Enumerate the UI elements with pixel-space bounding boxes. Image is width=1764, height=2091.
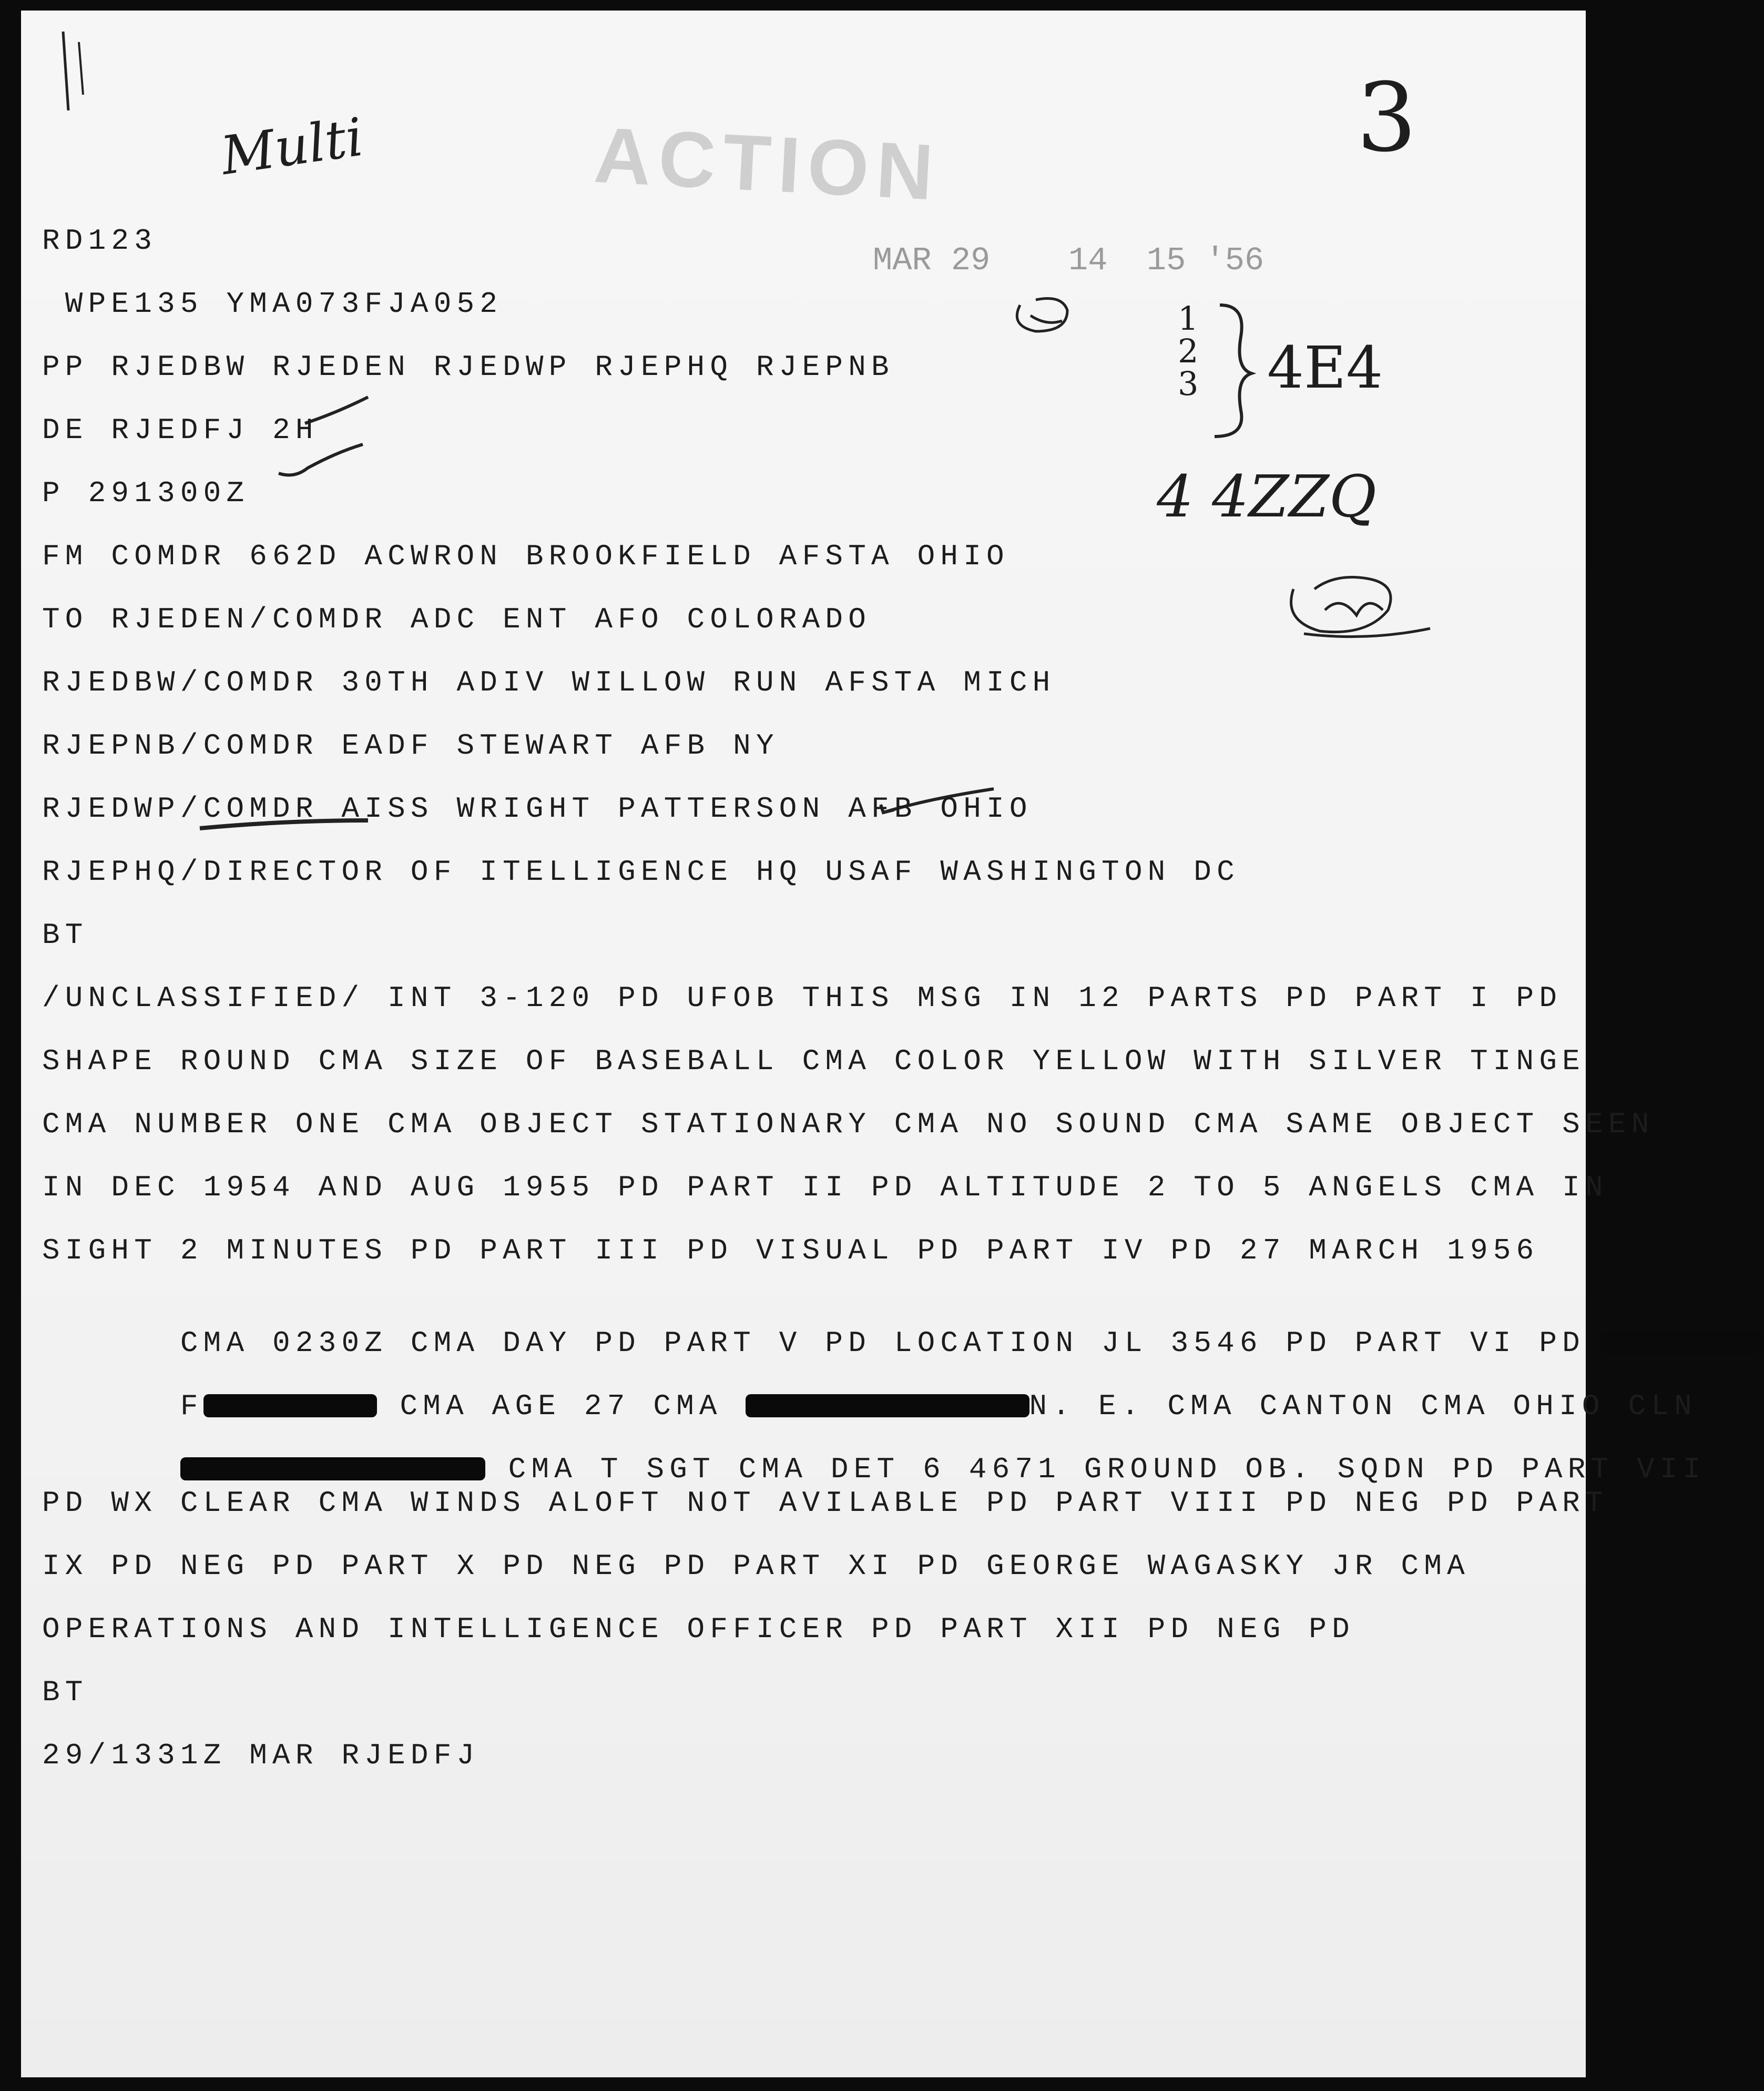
left-edge-mark (63, 32, 68, 110)
msg-line-10: RJEDWP/COMDR AISS WRIGHT PATTERSON AFB OHIO (42, 792, 1033, 826)
msg-line-11: RJEPHQ/DIRECTOR OF ITELLIGENCE HQ USAF WASHINGTON DC (42, 855, 1240, 889)
redaction-bar (203, 1394, 377, 1417)
msg-line-12: BT (42, 918, 88, 952)
bracket-mark (1215, 305, 1251, 437)
msg-line-13: /UNCLASSIFIED/ INT 3-120 PD UFOB THIS MSG IN 12 PARTS PD PART I PD (42, 981, 1563, 1015)
check-mark-2 (279, 444, 363, 475)
teletype-page (21, 11, 1706, 2077)
msg-line-17: SIGHT 2 MINUTES PD PART III PD VISUAL PD PART IV PD 27 MARCH 1956 (42, 1234, 1539, 1267)
msg-line-15: CMA NUMBER ONE CMA OBJECT STATIONARY CMA NO SOUND CMA SAME OBJECT SEEN (42, 1108, 1655, 1141)
redaction-bar (1601, 1331, 1764, 1354)
msg-line-9: RJEPNB/COMDR EADF STEWART AFB NY (42, 729, 779, 763)
handwritten-page-number: 3 (1357, 63, 1417, 173)
initials-scribble-1 (1017, 299, 1067, 332)
msg-line-4: DE RJEDFJ 2H (42, 413, 319, 447)
msg-line-3: PP RJEDBW RJEDEN RJEDWP RJEPHQ RJEPNB (42, 350, 894, 384)
msg-line-8: RJEDBW/COMDR 30TH ADIV WILLOW RUN AFSTA MICH (42, 666, 1056, 699)
msg-line-19-start: F (180, 1389, 203, 1423)
msg-line-5: P 291300Z (42, 476, 250, 510)
redaction-bar (746, 1394, 1029, 1417)
msg-line-25: 29/1331Z MAR RJEDFJ (42, 1739, 480, 1772)
handwritten-multi: Multi (217, 106, 367, 187)
msg-line-22: IX PD NEG PD PART X PD NEG PD PART XI PD GEORGE WAGASKY JR CMA (42, 1549, 1470, 1583)
handwritten-routing-code: 4E4 (1267, 334, 1383, 401)
initials-scribble-2 (1291, 577, 1430, 637)
msg-line-19-middle: CMA AGE 27 CMA (376, 1389, 746, 1423)
msg-line-6: FM COMDR 662D ACWRON BROOKFIELD AFSTA OHIO (42, 540, 1010, 573)
msg-line-21: PD WX CLEAR CMA WINDS ALOFT NOT AVILABLE PD PART VIII PD NEG PD PART (42, 1486, 1608, 1520)
msg-line-18-text: CMA 0230Z CMA DAY PD PART V PD LOCATION JL 3546 PD PART VI PD (180, 1326, 1585, 1360)
msg-line-20-text: CMA T SGT CMA DET 6 4671 GROUND OB. SQDN PD PART VII (485, 1453, 1706, 1486)
msg-line-23: OPERATIONS AND INTELLIGENCE OFFICER PD PART XII PD NEG PD (42, 1612, 1355, 1646)
msg-line-14: SHAPE ROUND CMA SIZE OF BASEBALL CMA COLOR YELLOW WITH SILVER TINGE (42, 1044, 1585, 1078)
left-edge-mark-2 (79, 42, 83, 95)
msg-line-24: BT (42, 1676, 88, 1709)
msg-line-16: IN DEC 1954 AND AUG 1955 PD PART II PD ALTITUDE 2 TO 5 ANGELS CMA IN (42, 1171, 1608, 1204)
msg-line-1: RD123 (42, 224, 158, 258)
msg-line-19-end: N. E. CMA CANTON CMA OHIO CLN (1029, 1389, 1697, 1423)
handwritten-routing-code-2: 4 4ZZQ (1157, 463, 1376, 530)
redaction-bar (180, 1457, 485, 1480)
action-stamp: ACTION (592, 110, 943, 217)
msg-line-7: TO RJEDEN/COMDR ADC ENT AFO COLORADO (42, 603, 871, 636)
handwritten-routing-numbers: 1 2 3 (1178, 299, 1199, 403)
msg-line-2: WPE135 YMA073FJA052 (42, 287, 503, 321)
received-date-stamp: MAR 29 14 15 '56 (873, 242, 1265, 279)
